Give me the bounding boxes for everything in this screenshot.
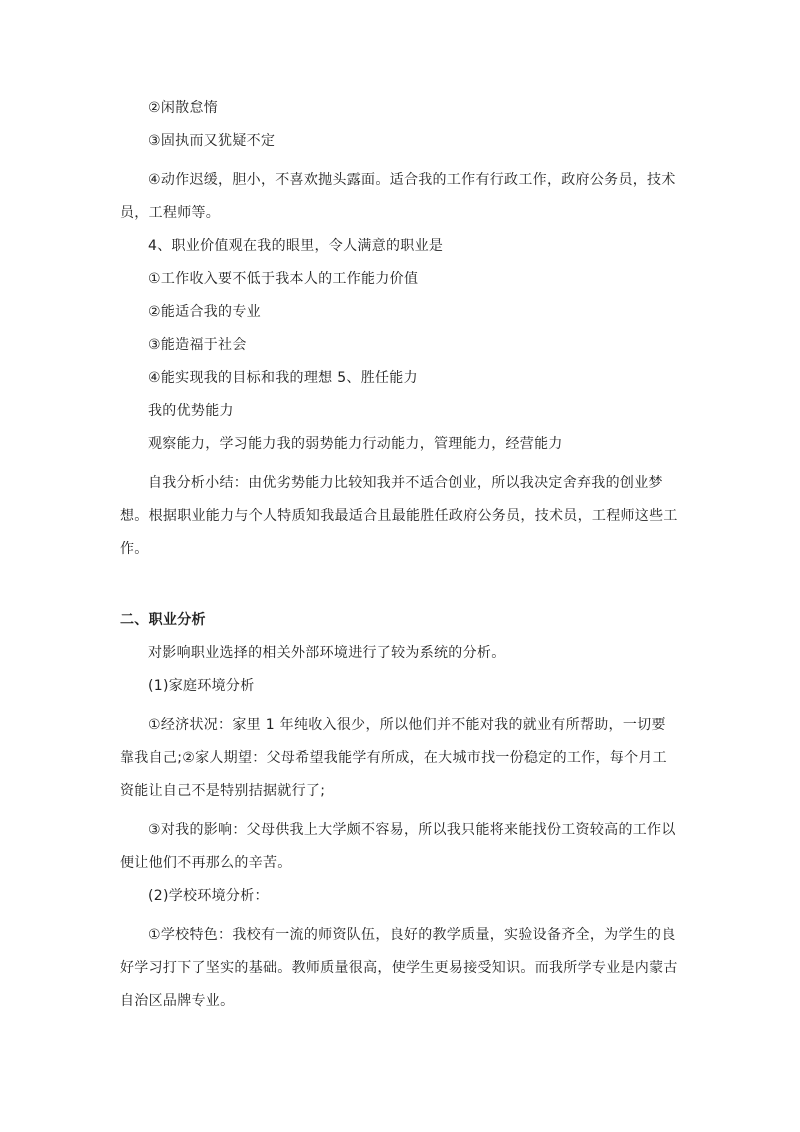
document-body xyxy=(120,98,680,1024)
paragraph: 自我分析小结：由优劣势能力比较知我并不适合创业，所以我决定舍弃我的创业梦想。根据职业能力与个人特质知我最适合且最能胜任政府公务员，技术员，工程师这些工作。 xyxy=(120,475,678,557)
paragraph: (2)学校环境分析： xyxy=(148,888,269,904)
paragraph: ③固执而又犹疑不定 xyxy=(148,133,276,149)
paragraph: ①学校特色：我校有一流的师资队伍，良好的教学质量，实验设备齐全，为学生的良好学习打下了坚实的基础。教师质量很高，使学生更易接受知识。而我所学专业是内蒙古自治区品牌专业。 xyxy=(120,927,678,1009)
paragraph: ②闲散怠惰 xyxy=(148,100,219,116)
paragraph: 观察能力，学习能力我的弱势能力行动能力，管理能力，经营能力 xyxy=(148,436,563,452)
paragraph: 我的优势能力 xyxy=(148,403,234,419)
paragraph: ③能造福于社会 xyxy=(148,337,247,353)
paragraph: 4、职业价值观在我的眼里，令人满意的职业是 xyxy=(148,238,444,254)
section-heading: 二、职业分析 xyxy=(120,612,206,628)
paragraph: ④动作迟缓，胆小，不喜欢抛头露面。适合我的工作有行政工作，政府公务员，技术员，工程师等。 xyxy=(120,172,676,221)
paragraph: ②能适合我的专业 xyxy=(148,304,261,320)
paragraph: ①工作收入要不低于我本人的工作能力价值 xyxy=(148,271,419,287)
paragraph: ①经济状况：家里 1 年纯收入很少，所以他们并不能对我的就业有所帮助，一切要靠我自己;②家人期望：父母希望我能学有所成，在大城市找一份稳定的工作，每个月工资能让自己不是特别拮据就行了; xyxy=(120,717,667,799)
paragraph: 对影响职业选择的相关外部环境进行了较为系统的分析。 xyxy=(148,645,506,661)
paragraph: ③对我的影响：父母供我上大学颇不容易，所以我只能将来能找份工资较高的工作以便让他们不再那么的辛苦。 xyxy=(120,822,676,871)
paragraph: ④能实现我的目标和我的理想 5、胜任能力 xyxy=(148,370,418,386)
paragraph: (1)家庭环境分析 xyxy=(148,678,255,694)
